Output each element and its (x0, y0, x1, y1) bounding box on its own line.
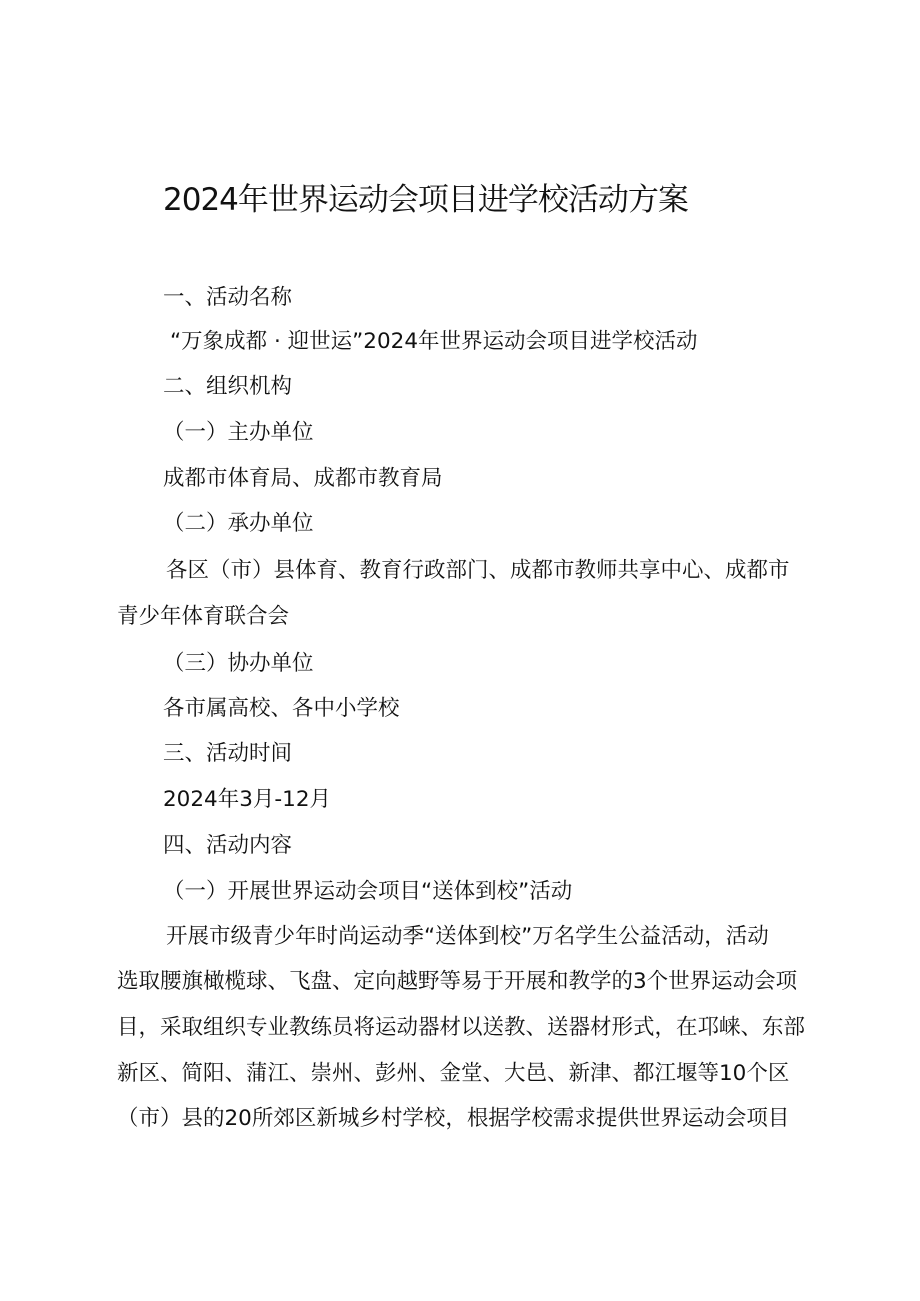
paragraph-line: 选取腰旗橄榄球、飞盘、定向越野等易于开展和教学的3个世界运动会项 (117, 969, 798, 994)
paragraph-line: （市）县的20所郊区新城乡村学校，根据学校需求提供世界运动会项目 (117, 1106, 790, 1131)
co-organizer-units-text: 各市属高校、各中小学校 (163, 696, 400, 721)
paragraph-line: 开展市级青少年时尚运动季“送体到校”万名学生公益活动，活动 (166, 924, 769, 949)
paragraph-line: 目，采取组织专业教练员将运动器材以送教、送器材形式，在邛崃、东部 (117, 1015, 806, 1040)
subheading-co-organizer: （三）协办单位 (163, 651, 314, 676)
section-heading-content: 四、活动内容 (163, 833, 293, 858)
section-heading-time: 三、活动时间 (163, 741, 293, 766)
document-title: 2024年世界运动会项目进学校活动方案 (163, 182, 688, 218)
host-units-text: 成都市体育局、成都市教育局 (163, 466, 443, 491)
section-heading-organization: 二、组织机构 (163, 374, 293, 399)
paragraph-line: 新区、简阳、蒲江、崇州、彭州、金堂、大邑、新津、都江堰等10个区 (117, 1061, 790, 1086)
subheading-organizer: （二）承办单位 (163, 511, 314, 536)
activity-name-text: “万象成都 · 迎世运”2024年世界运动会项目进学校活动 (170, 329, 698, 354)
section-heading-activity-name: 一、活动名称 (163, 285, 293, 310)
organizer-units-line-2: 青少年体育联合会 (117, 604, 290, 629)
activity-time-text: 2024年3月-12月 (163, 787, 332, 812)
subheading-host: （一）主办单位 (163, 420, 314, 445)
subheading-sports-to-school: （一）开展世界运动会项目“送体到校”活动 (163, 879, 573, 904)
organizer-units-line-1: 各区（市）县体育、教育行政部门、成都市教师共享中心、成都市 (166, 558, 790, 583)
